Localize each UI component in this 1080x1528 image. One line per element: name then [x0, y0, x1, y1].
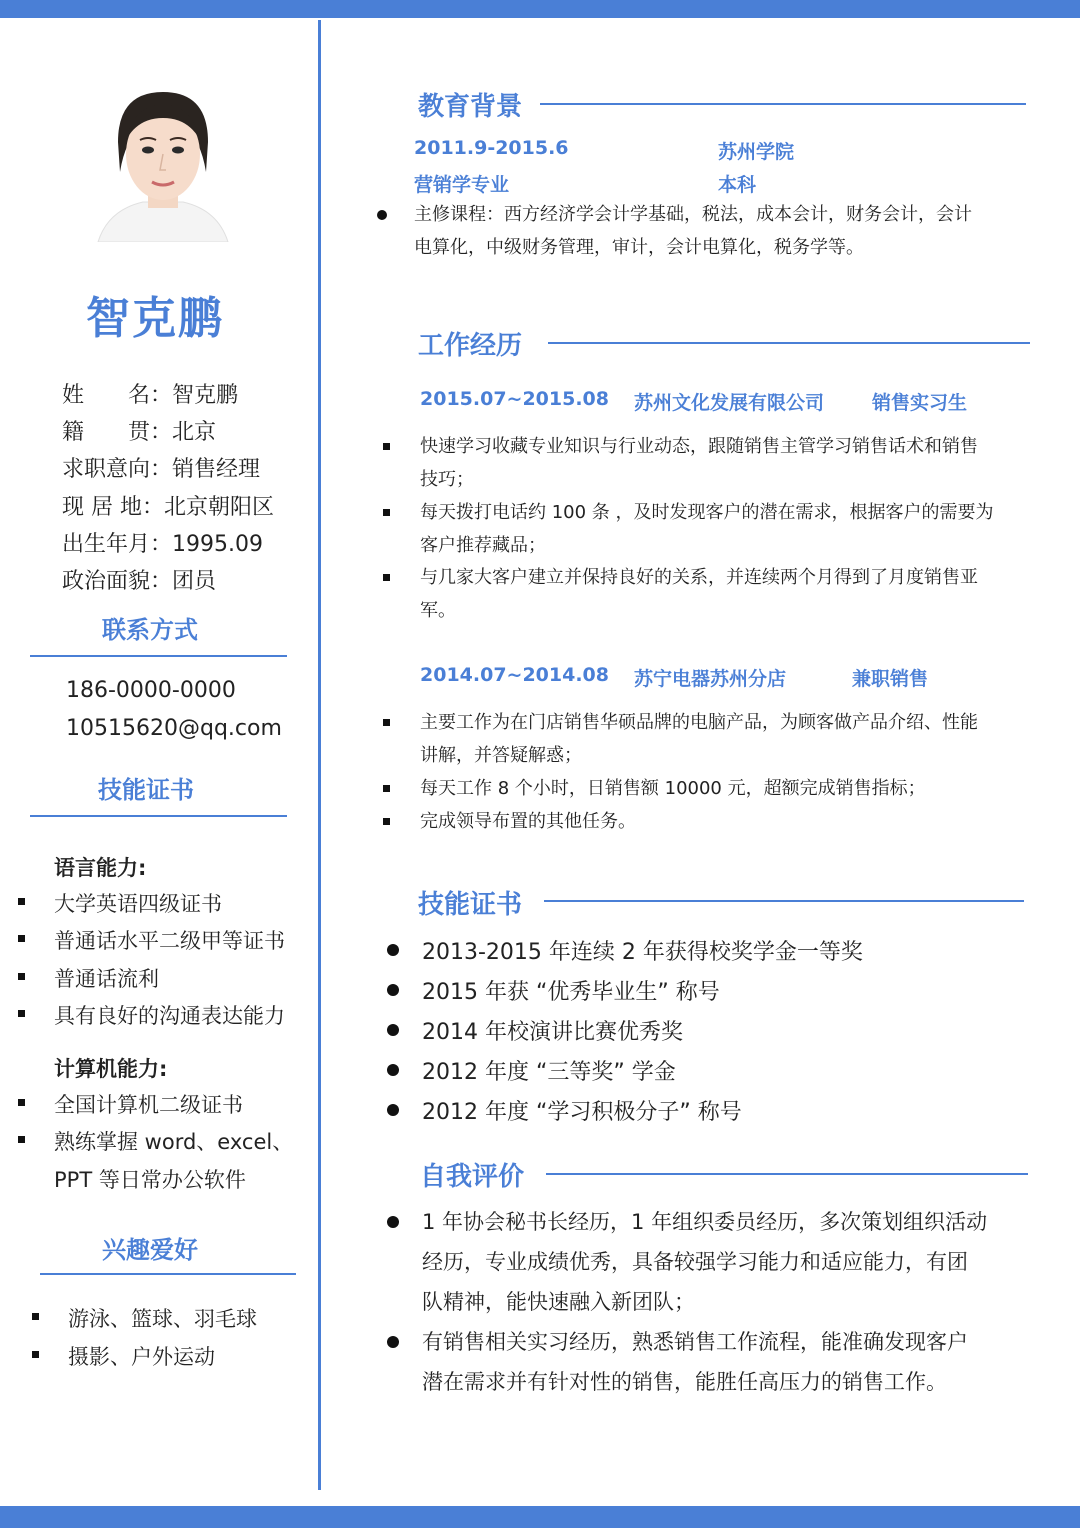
job-item-line: 客户推荐藏品； [420, 535, 546, 556]
bullet-square [32, 1351, 39, 1358]
evaluation-item [422, 1322, 1022, 1402]
contact-email: 10515620@qq.com [66, 716, 282, 741]
info-row-residence [62, 490, 274, 521]
bullet-dot [377, 210, 387, 220]
bullet-dot [387, 1064, 399, 1076]
job-item [420, 772, 1030, 805]
bullet-dot [387, 944, 399, 956]
hobby-heading-rule [40, 1273, 296, 1275]
info-row-birth [62, 527, 263, 558]
language-heading: 语言能力: [54, 856, 147, 880]
skill-item: 2014 年校演讲比赛优秀奖 [422, 1020, 683, 1045]
education-heading: 教育背景 [418, 92, 523, 122]
bullet-dot [387, 1104, 399, 1116]
education-school: 苏州学院 [718, 141, 795, 163]
evaluation-heading: 自我评价 [420, 1162, 525, 1192]
job-item [420, 706, 1030, 772]
education-heading-rule [540, 103, 1026, 105]
bullet-square [18, 1010, 25, 1017]
job-period: 2014.07~2014.08 [420, 664, 609, 686]
bullet-square [383, 719, 390, 726]
info-label: 现 居 地： [62, 495, 164, 520]
hobby-item: 摄影、户外运动 [68, 1345, 215, 1369]
info-value: 1995.09 [172, 532, 263, 557]
info-row-name [62, 378, 238, 409]
column-divider [318, 20, 321, 1490]
skill-item: 2013-2015 年连续 2 年获得校奖学金一等奖 [422, 940, 863, 965]
candidate-name: 智克鹏 [86, 293, 224, 344]
job-item [420, 496, 1030, 562]
bullet-dot [387, 1216, 399, 1228]
info-value: 北京 [172, 420, 217, 445]
education-degree: 本科 [718, 174, 757, 196]
info-row-hometown [62, 415, 216, 446]
bullet-square [383, 443, 390, 450]
bullet-square [383, 509, 390, 516]
job-item-line: 每天工作 8 个小时，日销售额 10000 元，超额完成销售指标； [420, 778, 926, 799]
job-item [420, 430, 1030, 496]
evaluation-item [422, 1202, 1022, 1322]
bullet-dot [387, 984, 399, 996]
job-item-line: 技巧； [420, 469, 474, 490]
info-row-objective [62, 452, 260, 483]
skill-item: 2015 年获 “优秀毕业生” 称号 [422, 980, 720, 1005]
sidebar-skills-rule [30, 815, 287, 817]
sidebar-skills-heading: 技能证书 [98, 776, 194, 804]
info-value: 销售经理 [172, 457, 261, 482]
evaluation-heading-rule [546, 1173, 1028, 1175]
bullet-square [18, 973, 25, 980]
job-item-line: 军。 [420, 600, 456, 621]
computer-item: 全国计算机二级证书 [54, 1093, 243, 1117]
bullet-square [383, 574, 390, 581]
hobby-item: 游泳、篮球、羽毛球 [68, 1307, 257, 1331]
skills-heading: 技能证书 [418, 890, 523, 920]
bullet-square [32, 1313, 39, 1320]
computer-heading: 计算机能力: [54, 1057, 168, 1081]
language-item: 具有良好的沟通表达能力 [54, 1004, 285, 1028]
bullet-dot [387, 1024, 399, 1036]
job-item-line: 每天拨打电话约 100 条 ，及时发现客户的潜在需求，根据客户的需要为 [420, 502, 994, 523]
skill-item: 2012 年度 “三等奖” 学金 [422, 1060, 676, 1085]
bullet-square [18, 935, 25, 942]
bullet-dot [387, 1336, 399, 1348]
job-period: 2015.07~2015.08 [420, 388, 609, 410]
bullet-square [18, 1136, 25, 1143]
language-item: 普通话流利 [54, 967, 159, 991]
info-label: 求职意向： [62, 457, 173, 482]
job-role: 兼职销售 [852, 668, 929, 690]
evaluation-line: 经历，专业成绩优秀，具备较强学习能力和适应能力，有团 [422, 1250, 968, 1274]
bullet-square [383, 785, 390, 792]
education-period: 2011.9-2015.6 [414, 137, 569, 159]
courses-line: 主修课程：西方经济学会计学基础，税法，成本会计，财务会计，会计 [414, 204, 972, 225]
evaluation-line: 队精神，能快速融入新团队； [422, 1290, 695, 1314]
bottom-accent-band [0, 1506, 1080, 1528]
info-value: 团员 [172, 569, 217, 594]
bullet-square [18, 1099, 25, 1106]
job-item-line: 主要工作为在门店销售华硕品牌的电脑产品，为顾客做产品介绍、性能 [420, 712, 978, 733]
language-item: 普通话水平二级甲等证书 [54, 929, 285, 953]
contact-phone: 186-0000-0000 [66, 678, 236, 703]
contact-heading: 联系方式 [102, 616, 198, 644]
info-value: 北京朝阳区 [164, 495, 275, 520]
info-label: 出生年月： [62, 532, 173, 557]
job-item-line: 与几家大客户建立并保持良好的关系，并连续两个月得到了月度销售亚 [420, 567, 978, 588]
job-item [420, 805, 1030, 838]
top-accent-band [0, 0, 1080, 18]
computer-item-continued: PPT 等日常办公软件 [54, 1168, 246, 1192]
job-role: 销售实习生 [872, 392, 968, 414]
job-item-line: 快速学习收藏专业知识与行业动态，跟随销售主管学习销售话术和销售 [420, 436, 978, 457]
evaluation-line: 1 年协会秘书长经历，1 年组织委员经历，多次策划组织活动 [422, 1210, 988, 1234]
job-company: 苏宁电器苏州分店 [634, 668, 787, 690]
job-company: 苏州文化发展有限公司 [634, 392, 825, 414]
info-label: 政治面貌： [62, 569, 173, 594]
contact-heading-rule [30, 655, 287, 657]
skills-heading-rule [544, 900, 1024, 902]
language-item: 大学英语四级证书 [54, 892, 222, 916]
skill-item: 2012 年度 “学习积极分子” 称号 [422, 1100, 742, 1125]
info-value: 智克鹏 [172, 383, 239, 408]
evaluation-line: 潜在需求并有针对性的销售，能胜任高压力的销售工作。 [422, 1370, 947, 1394]
hobby-heading: 兴趣爱好 [102, 1236, 198, 1264]
computer-item: 熟练掌握 word、excel、 [54, 1130, 294, 1154]
job-item-line: 讲解，并答疑解惑； [420, 745, 582, 766]
job-item-line: 完成领导布置的其他任务。 [420, 811, 636, 832]
profile-photo [88, 82, 238, 242]
bullet-square [18, 898, 25, 905]
evaluation-line: 有销售相关实习经历，熟悉销售工作流程，能准确发现客户 [422, 1330, 968, 1354]
job-item [420, 561, 1030, 627]
work-heading-rule [548, 342, 1030, 344]
courses-line: 电算化，中级财务管理，审计，会计电算化，税务学等。 [414, 237, 864, 258]
work-heading: 工作经历 [418, 331, 523, 361]
education-courses [414, 198, 1034, 264]
info-row-politics [62, 564, 216, 595]
education-major: 营销学专业 [414, 174, 510, 196]
bullet-square [383, 818, 390, 825]
info-label: 籍 贯： [62, 420, 173, 445]
info-label: 姓 名： [62, 383, 173, 408]
